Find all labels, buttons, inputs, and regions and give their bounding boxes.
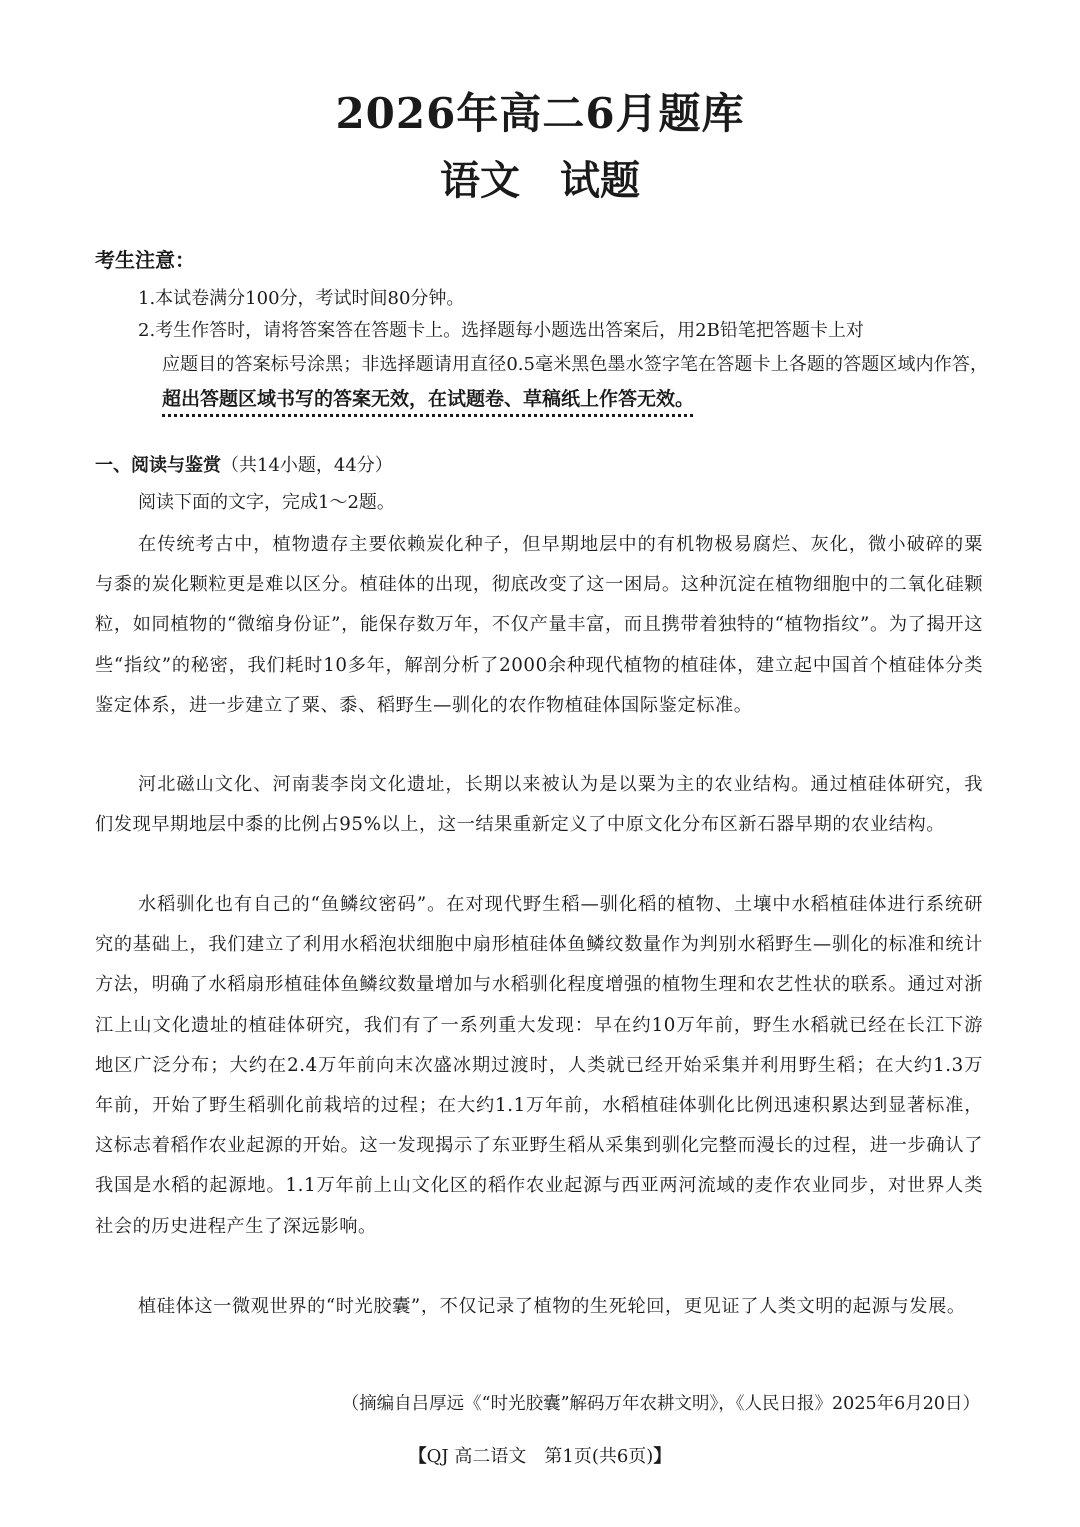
footer-label: 高二语文 第1页(共6页) bbox=[448, 1446, 654, 1467]
footer-code: QJ bbox=[426, 1446, 449, 1467]
passage-paragraph-1: 在传统考古中，植物遗存主要依赖炭化种子，但早期地层中的有机物极易腐烂、灰化，微小破碎的粟与黍的炭化颗粒更是难以区分。植硅体的出现，彻底改变了这一困局。这种沉淀在植物细胞中的二氧化硅颗粒，如同植物的“微缩身份证”，能保存数万年，不仅产量丰富，而且携带着独特的“植物指纹”。为了揭开这些“指纹”的秘密，我们耗时10多年，解剖分析了2000余种现代植物的植硅体，建立起中国首个植硅体分类鉴定体系，进一步建立了粟、黍、稻野生—驯化的农作物植硅体国际鉴定标准。 bbox=[95, 534, 983, 716]
passage-paragraph-2: 河北磁山文化、河南裴李岗文化遗址，长期以来被认为是以粟为主的农业结构。通过植硅体研究，我们发现早期地层中黍的比例占95%以上，这一结果重新定义了中原文化分布区新石器早期的农业结构。 bbox=[95, 774, 983, 836]
passage-paragraph-4: 植硅体这一微观世界的“时光胶囊”，不仅记录了植物的生死轮回，更见证了人类文明的起源与发展。 bbox=[138, 1296, 966, 1317]
notice-emphasis: 超出答题区域书写的答案无效，在试题卷、草稿纸上作答无效。 bbox=[162, 388, 695, 410]
section-heading-detail: （共14小题，44分） bbox=[221, 455, 393, 476]
notice-item-2-body: 应题目的答案标号涂黑；非选择题请用直径0.5毫米黑色墨水签字笔在答题卡上各题的答题区域内作答， bbox=[162, 354, 988, 375]
passage-source: （摘编自吕厚远《“时光胶囊”解码万年农耕文明》，《人民日报》2025年6月20日） bbox=[341, 1394, 980, 1414]
exam-subtitle: 语文 试题 bbox=[440, 157, 640, 204]
notice-heading: 考生注意： bbox=[95, 248, 195, 272]
reading-instruction: 阅读下面的文字，完成1～2题。 bbox=[138, 492, 395, 513]
notice-item-1: 1.本试卷满分100分，考试时间80分钟。 bbox=[138, 288, 465, 309]
page-footer bbox=[0, 1443, 1080, 1471]
exam-title: 2026年高二6月题库 bbox=[335, 89, 745, 138]
section-heading-title: 一、阅读与鉴赏 bbox=[95, 455, 221, 476]
passage-paragraph-3: 水稻驯化也有自己的“鱼鳞纹密码”。在对现代野生稻—驯化稻的植物、土壤中水稻植硅体进行系统研究的基础上，我们建立了利用水稻泡状细胞中扇形植硅体鱼鳞纹数量作为判别水稻野生—驯化的标准和统计方法，明确了水稻扇形植硅体鱼鳞纹数量增加与水稻驯化程度增强的植物生理和农艺性状的联系。通过对浙江上山文化遗址的植硅体研究，我们有了一系列重大发现：早在约10万年前，野生水稻就已经在长江下游地区广泛分布；大约在2.4万年前向末次盛冰期过渡时，人类就已经开始采集并利用野生稻；在大约1.3万年前，开始了野生稻驯化前栽培的过程；在大约1.1万年前，水稻植硅体驯化比例迅速积累达到显著标准，这标志着稻作农业起源的开始。这一发现揭示了东亚野生稻从采集到驯化完整而漫长的过程，进一步确认了我国是水稻的起源地。1.1万年前上山文化区的稻作农业起源与西亚两河流域的麦作农业同步，对世界人类社会的历史进程产生了深远影响。 bbox=[95, 894, 983, 1237]
notice-item-2-lead: 2.考生作答时，请将答案答在答题卡上。选择题每小题选出答案后，用2B铅笔把答题卡上对 bbox=[138, 320, 864, 341]
section-heading bbox=[95, 452, 393, 480]
footer-bracket-open: 【 bbox=[408, 1446, 427, 1467]
notice-item-2 bbox=[138, 314, 988, 417]
footer-bracket-close: 】 bbox=[653, 1446, 672, 1467]
notice-item-2-cont bbox=[138, 348, 988, 417]
